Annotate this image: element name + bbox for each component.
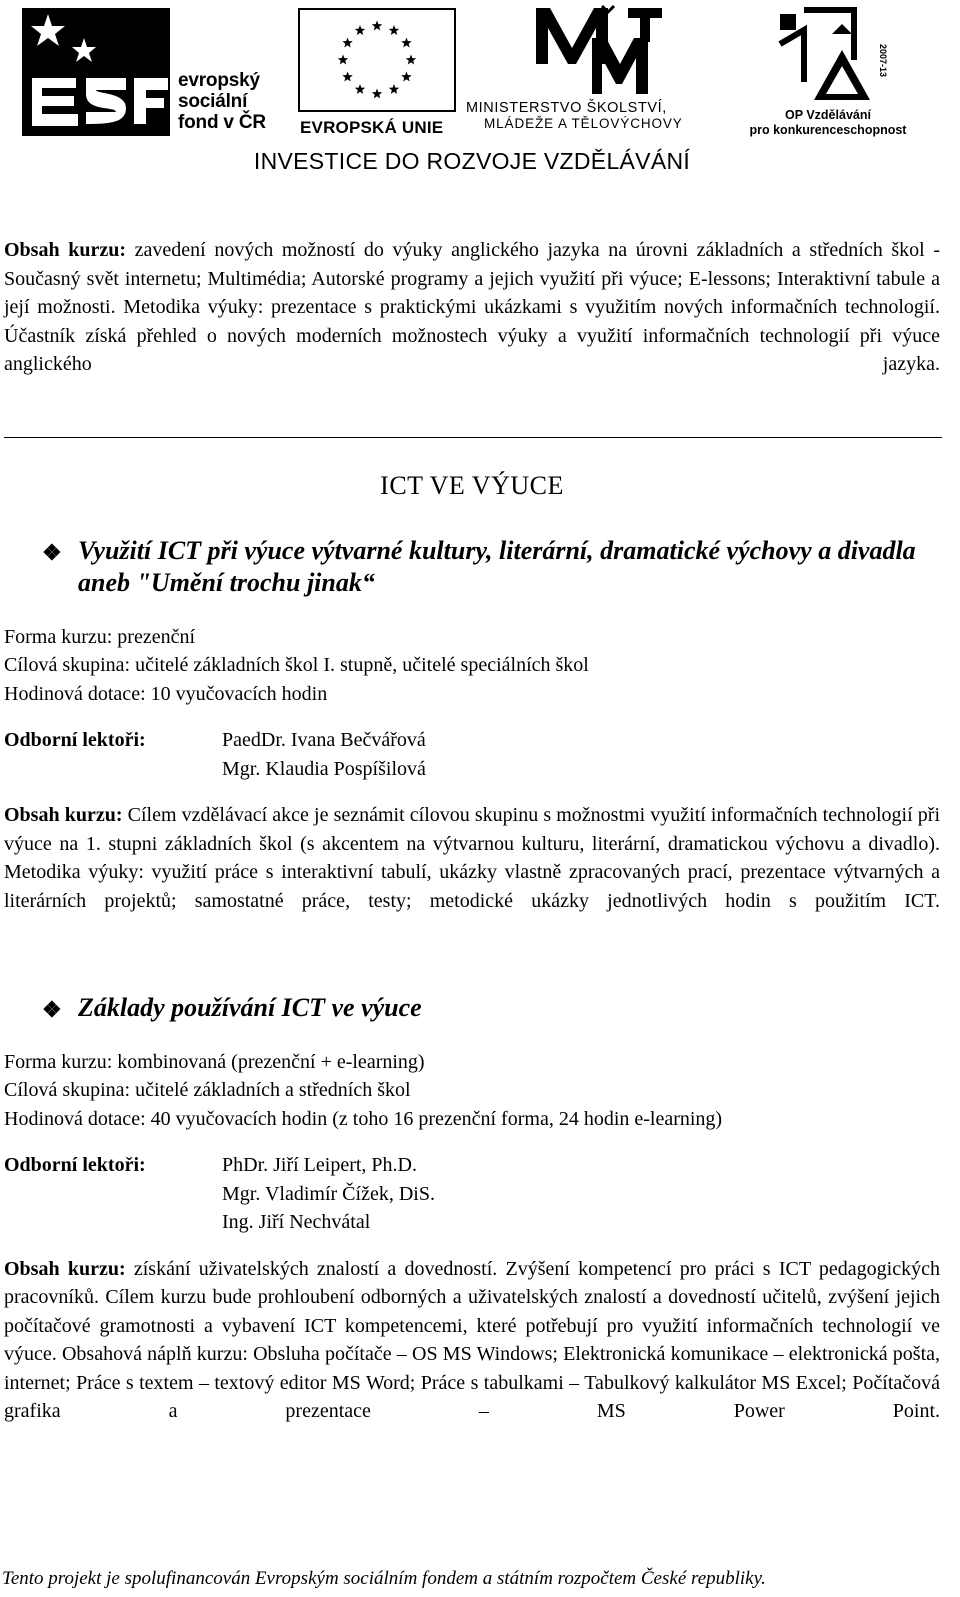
lecturer-name: Mgr. Klaudia Pospíšilová xyxy=(222,757,426,780)
course-2-content-label: Obsah kurzu: xyxy=(4,1257,126,1280)
course-1-lecturer-list xyxy=(222,726,426,783)
course-1-content-label: Obsah kurzu: xyxy=(4,804,123,826)
course-1-cilova: Cílová skupina: učitelé základních škol I. stupně, učitelé speciálních škol xyxy=(4,654,589,676)
course-2-title xyxy=(4,992,940,1024)
section-title: ICT VE VÝUCE xyxy=(380,471,564,500)
course-1-meta xyxy=(4,623,940,709)
course-1-title xyxy=(4,535,940,599)
document-body xyxy=(4,236,940,1454)
msmt-logo xyxy=(466,4,736,138)
course-1-content xyxy=(4,801,940,944)
course-2-lecturers-label: Odborní lektoři: xyxy=(4,1154,146,1176)
msmt-logo-mark xyxy=(532,4,666,96)
course-2-title-text: Základy používání ICT ve výuce xyxy=(78,992,422,1022)
course-2-lecturers xyxy=(4,1151,940,1237)
eu-logo xyxy=(298,8,460,138)
op-vzdelavani-logo xyxy=(742,4,914,138)
intro-text: zavedení nových možností do výuky anglického jazyka na úrovni základních a středních škol - Současný svět internetu; Multimédia; Autorské programy a jejich využití při výuce; E-lessons; Interaktivní tabule a její možnosti. Metodika výuky: prezentace s praktickými ukázkami s využitím nových informačních technologií. Účastník získá přehled o nových moderních možnostech výuky a využití informačních technologií při výuce anglického jazyka. xyxy=(4,239,941,375)
msmt-logo-text: MINISTERSTVO ŠKOLSTVÍ, MLÁDEŽE A TĚLOVÝCHOVY xyxy=(466,100,683,131)
op-logo-text: OP Vzdělávání pro konkurenceschopnost xyxy=(749,108,907,137)
diamond-bullet-icon: ❖ xyxy=(42,996,62,1022)
investment-slogan: INVESTICE DO ROZVOJE VZDĚLÁVÁNÍ xyxy=(253,148,691,174)
section-divider xyxy=(4,437,942,438)
eu-logo-text: EVROPSKÁ UNIE xyxy=(300,118,444,137)
course-1-content-text: Cílem vzdělávací akce je seznámit cílovou skupinu s možnostmi využití informačních technologií při výuce na 1. stupni základních škol (s akcentem na výtvarnou kulturu, literární, dramatickou výchovu a divadlo). Metodika výuky: využití práce s interaktivní tabulí, ukázky vlastně zpracovaných prací, prezentace výtvarných a literárních projektů; samostatné práce, testy; metodické ukázky jednotlivých hodin s použitím ICT. xyxy=(4,804,940,912)
intro-paragraph xyxy=(4,236,940,407)
eu-flag-icon xyxy=(298,8,456,112)
course-2-content-text: získání uživatelských znalostí a dovedností. Zvýšení kompetencí pro práci s ICT pedagogických pracovníků. Cílem kurzu bude prohloubení odborných a uživatelských znalostí a dovedností učitelů, zvýšení jejich počítačové gramotnosti a vybavení ICT kompetencemi, které potřebují pro využití informačních technologií ve výuce. Obsahová náplň kurzu: Obsluha počítače – OS MS Windows; Elektronická komunikace – elektronická pošta, internet; Práce s textem – textový editor MS Word; Práce s tabulkami – Tabulkový kalkulátor MS Excel; Počítačová grafika a prezentace – MS Power Point. xyxy=(4,1257,940,1422)
course-2-dotace: Hodinová dotace: 40 vyučovacích hodin (z toho 16 prezenční forma, 24 hodin e-learning) xyxy=(4,1107,723,1130)
op-years-label: 2007-13 xyxy=(878,44,888,78)
lecturer-name: PhDr. Jiří Leipert, Ph.D. xyxy=(222,1154,417,1176)
course-2-content xyxy=(4,1255,940,1455)
course-1-title-text: Využití ICT při výuce výtvarné kultury, literární, dramatické výchovy a divadla aneb "Umění trochu jinak“ xyxy=(78,535,916,597)
course-1-lecturers-label: Odborní lektoři: xyxy=(4,729,146,751)
course-1-lecturers xyxy=(4,726,940,783)
course-2-cilova: Cílová skupina: učitelé základních a středních škol xyxy=(4,1079,411,1101)
funding-footer: Tento projekt je spolufinancován Evropským sociálním fondem a státním rozpočtem České republiky. xyxy=(2,1568,766,1589)
lecturer-name: PaedDr. Ivana Bečvářová xyxy=(222,729,426,751)
diamond-bullet-icon: ❖ xyxy=(42,539,62,565)
course-2-lecturer-list xyxy=(222,1151,435,1237)
lecturer-name: Mgr. Vladimír Čížek, DiS. xyxy=(222,1182,435,1205)
esf-logo xyxy=(22,8,294,138)
course-1-dotace: Hodinová dotace: 10 vyučovacích hodin xyxy=(4,682,328,705)
op-logo-mark xyxy=(774,4,884,104)
esf-logo-mark xyxy=(22,8,170,136)
intro-label: Obsah kurzu: xyxy=(4,239,127,261)
esf-logo-text: evropský sociální fond v ČR xyxy=(178,70,266,133)
logo-header xyxy=(0,0,960,200)
course-2-forma: Forma kurzu: kombinovaná (prezenční + e-learning) xyxy=(4,1050,425,1073)
lecturer-name: Ing. Jiří Nechvátal xyxy=(222,1211,371,1233)
course-2-meta xyxy=(4,1048,940,1134)
course-1-forma: Forma kurzu: prezenční xyxy=(4,625,196,648)
